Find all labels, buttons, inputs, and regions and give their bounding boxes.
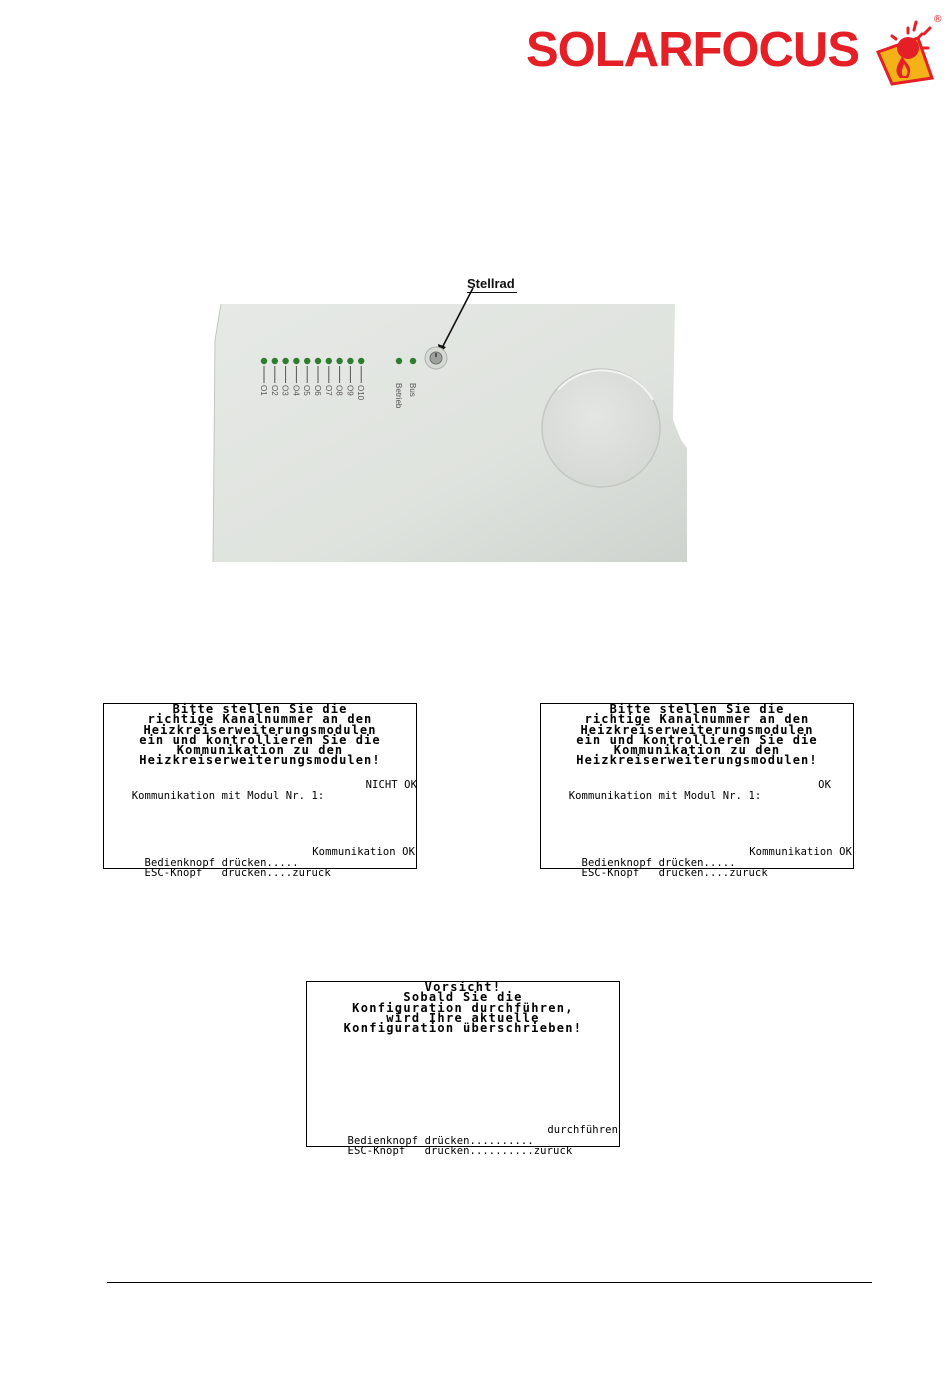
device-photo [213, 300, 688, 562]
led-indicator-o4 [293, 358, 299, 364]
communication-status-row [104, 780, 418, 822]
status-led-label: Betrieb [394, 383, 403, 409]
lcd-footer-row [541, 846, 853, 869]
lcd-heading-line: Konfiguration überschrieben! [343, 1021, 583, 1036]
led-indicator-o5 [304, 358, 310, 364]
lcd-heading-line: Bitte stellen Sie die [172, 702, 348, 716]
led-label: O5 [302, 385, 312, 396]
lcd-heading-line: Konfiguration durchführen, [352, 1000, 574, 1015]
lcd-heading-line: Kommunikation zu den [613, 743, 781, 758]
lcd-footer-row [104, 858, 416, 879]
lcd-footer-right: durchführen [547, 1124, 618, 1136]
stellrad-callout-label: Stellrad [467, 276, 515, 291]
lcd-footer-row [104, 846, 416, 869]
lcd-footer-left: ESC-Knopf drücken..........zurück [347, 1145, 573, 1157]
led-label: O1 [259, 385, 268, 396]
lcd-footer [307, 1124, 619, 1157]
lcd-footer-left: ESC-Knopf drücken....zurück [144, 867, 331, 879]
communication-status-value: OK [818, 779, 831, 791]
led-indicator-o7 [326, 358, 332, 364]
lcd-screen-channel-ok [540, 702, 854, 879]
lcd-heading-line: Heizkreiserweiterungsmodulen! [576, 753, 818, 768]
lcd-footer-left: ESC-Knopf drücken....zurück [581, 867, 768, 879]
lcd-heading-line: richtige Kanalnummer an den [584, 712, 810, 727]
led-indicator-o2 [272, 358, 278, 364]
lcd-heading-line: Kommunikation zu den [176, 743, 344, 758]
lcd-heading-line: ein und kontrollieren Sie die [576, 732, 818, 747]
lcd-heading-line: Bitte stellen Sie die [609, 702, 785, 716]
communication-status-label: Kommunikation mit Modul Nr. 1: [568, 789, 762, 802]
lcd-heading-line: Sobald Sie die [403, 990, 523, 1005]
lcd-heading-line: Heizkreiserweiterungsmodulen! [139, 753, 381, 768]
led-label: O10 [356, 385, 366, 401]
communication-status-label: Kommunikation mit Modul Nr. 1: [131, 789, 325, 802]
lcd-heading-line: Heizkreiserweiterungsmodulen [580, 722, 814, 737]
lcd-screen-warning [306, 980, 620, 1157]
lcd-footer [541, 846, 853, 879]
lcd-heading [541, 704, 853, 766]
led-label: O6 [313, 385, 322, 396]
lcd-footer-right: Kommunikation OK [749, 846, 852, 858]
led-label: O4 [291, 385, 301, 396]
led-label: O8 [334, 385, 344, 396]
lcd-footer-left: Bedienknopf drücken..... [581, 856, 736, 869]
lcd-screen-channel-not-ok [103, 702, 417, 879]
led-label: O2 [269, 385, 279, 396]
lcd-footer-left: Bedienknopf drücken..... [144, 856, 299, 869]
led-indicator-o6 [315, 358, 321, 364]
led-label: O7 [323, 385, 333, 396]
lcd-footer [104, 846, 416, 879]
led-label: O9 [345, 385, 355, 396]
lcd-footer-right: Kommunikation OK [312, 846, 415, 858]
lcd-heading-line: wird Ihre aktuelle [386, 1010, 540, 1025]
logo-wordmark: SOLARFOCUS [526, 23, 859, 77]
led-indicator-o1 [261, 358, 267, 364]
lcd-heading-line: Heizkreiserweiterungsmodulen [143, 722, 377, 737]
communication-status-value: NICHT OK [365, 779, 417, 791]
status-led-bus [410, 358, 416, 364]
status-led-betrieb [396, 358, 402, 364]
status-led-label: Bus [408, 383, 417, 397]
communication-status-row [541, 780, 855, 822]
lcd-heading [307, 980, 619, 1036]
footer-divider [107, 1282, 872, 1283]
lcd-footer-row [541, 858, 853, 879]
registered-mark: ® [934, 14, 942, 25]
led-indicator-o10 [358, 358, 364, 364]
lcd-heading-line: richtige Kanalnummer an den [147, 712, 373, 727]
sun-flame-logo-icon [870, 18, 940, 88]
lcd-heading [104, 704, 416, 766]
lcd-footer-left: Bedienknopf drücken.......... [347, 1134, 534, 1147]
led-indicator-o3 [282, 358, 288, 364]
led-indicator-o8 [336, 358, 342, 364]
led-label: O3 [280, 385, 290, 396]
solarfocus-logo [526, 14, 944, 86]
led-indicator-o9 [347, 358, 353, 364]
lcd-footer-row [307, 1136, 619, 1157]
lcd-footer-row [307, 1124, 619, 1147]
lcd-heading-line: Vorsicht! [424, 980, 502, 994]
lcd-heading-line: ein und kontrollieren Sie die [139, 732, 381, 747]
